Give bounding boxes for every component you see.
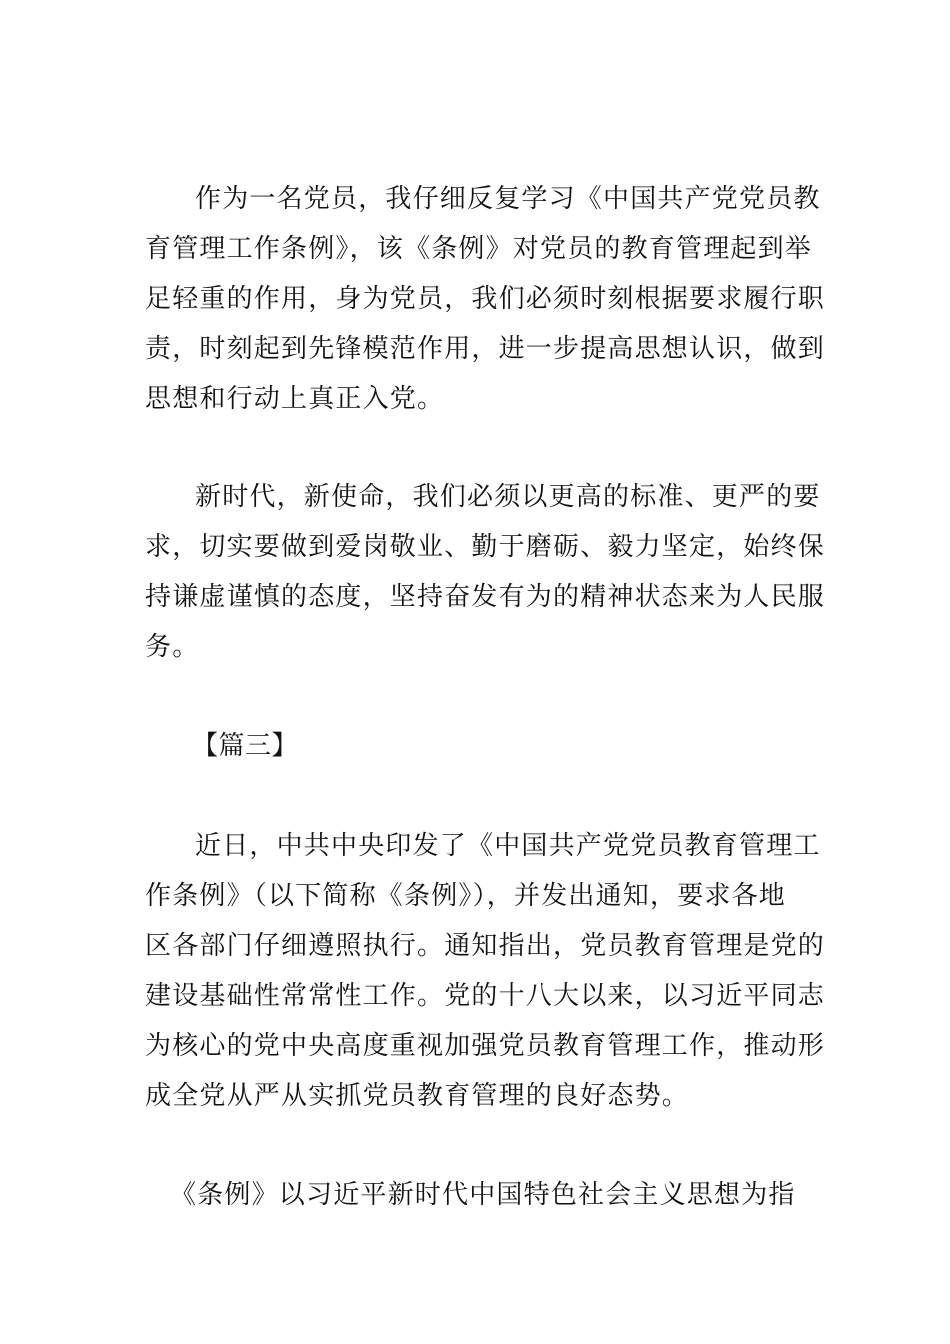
paragraph-3-line-2: 作条例》（以下简称《条例》），并发出通知，要求各地 bbox=[145, 881, 787, 911]
paragraph-1-line-1: 作为一名党员，我仔细反复学习《中国共产党党员教 bbox=[195, 184, 821, 214]
paragraph-3-line-6: 成全党从严从实抓党员教育管理的良好态势。 bbox=[145, 1081, 690, 1111]
paragraph-1-line-3: 足轻重的作用，身为党员，我们必须时刻根据要求履行职 bbox=[145, 284, 826, 314]
section-heading: 【篇三】 bbox=[192, 731, 299, 761]
paragraph-1-line-2: 育管理工作条例》，该《条例》对党员的教育管理起到举 bbox=[145, 234, 813, 264]
paragraph-2-line-4: 务。 bbox=[145, 632, 200, 662]
paragraph-1-line-4: 责，时刻起到先锋模范作用，进一步提高思想认识，做到 bbox=[145, 334, 826, 364]
paragraph-3-line-3: 区各部门仔细遵照执行。通知指出，党员教育管理是党的 bbox=[145, 931, 826, 961]
paragraph-2-line-3: 持谦虚谨慎的态度，坚持奋发有为的精神状态来为人民服 bbox=[145, 582, 826, 612]
paragraph-3-line-1: 近日，中共中央印发了《中国共产党党员教育管理工 bbox=[195, 831, 821, 861]
paragraph-3-line-5: 为核心的党中央高度重视加强党员教育管理工作，推动形 bbox=[145, 1031, 826, 1061]
paragraph-4-line-1: 《条例》以习近平新时代中国特色社会主义思想为指 bbox=[170, 1180, 796, 1210]
paragraph-2-line-2: 求，切实要做到爱岗敬业、勤于磨砺、毅力坚定，始终保 bbox=[145, 532, 826, 562]
paragraph-3-line-4: 建设基础性常常性工作。党的十八大以来，以习近平同志 bbox=[145, 981, 826, 1011]
paragraph-2-line-1: 新时代，新使命，我们必须以更高的标准、更严的要 bbox=[195, 482, 821, 512]
paragraph-1-line-5: 思想和行动上真正入党。 bbox=[145, 384, 445, 414]
